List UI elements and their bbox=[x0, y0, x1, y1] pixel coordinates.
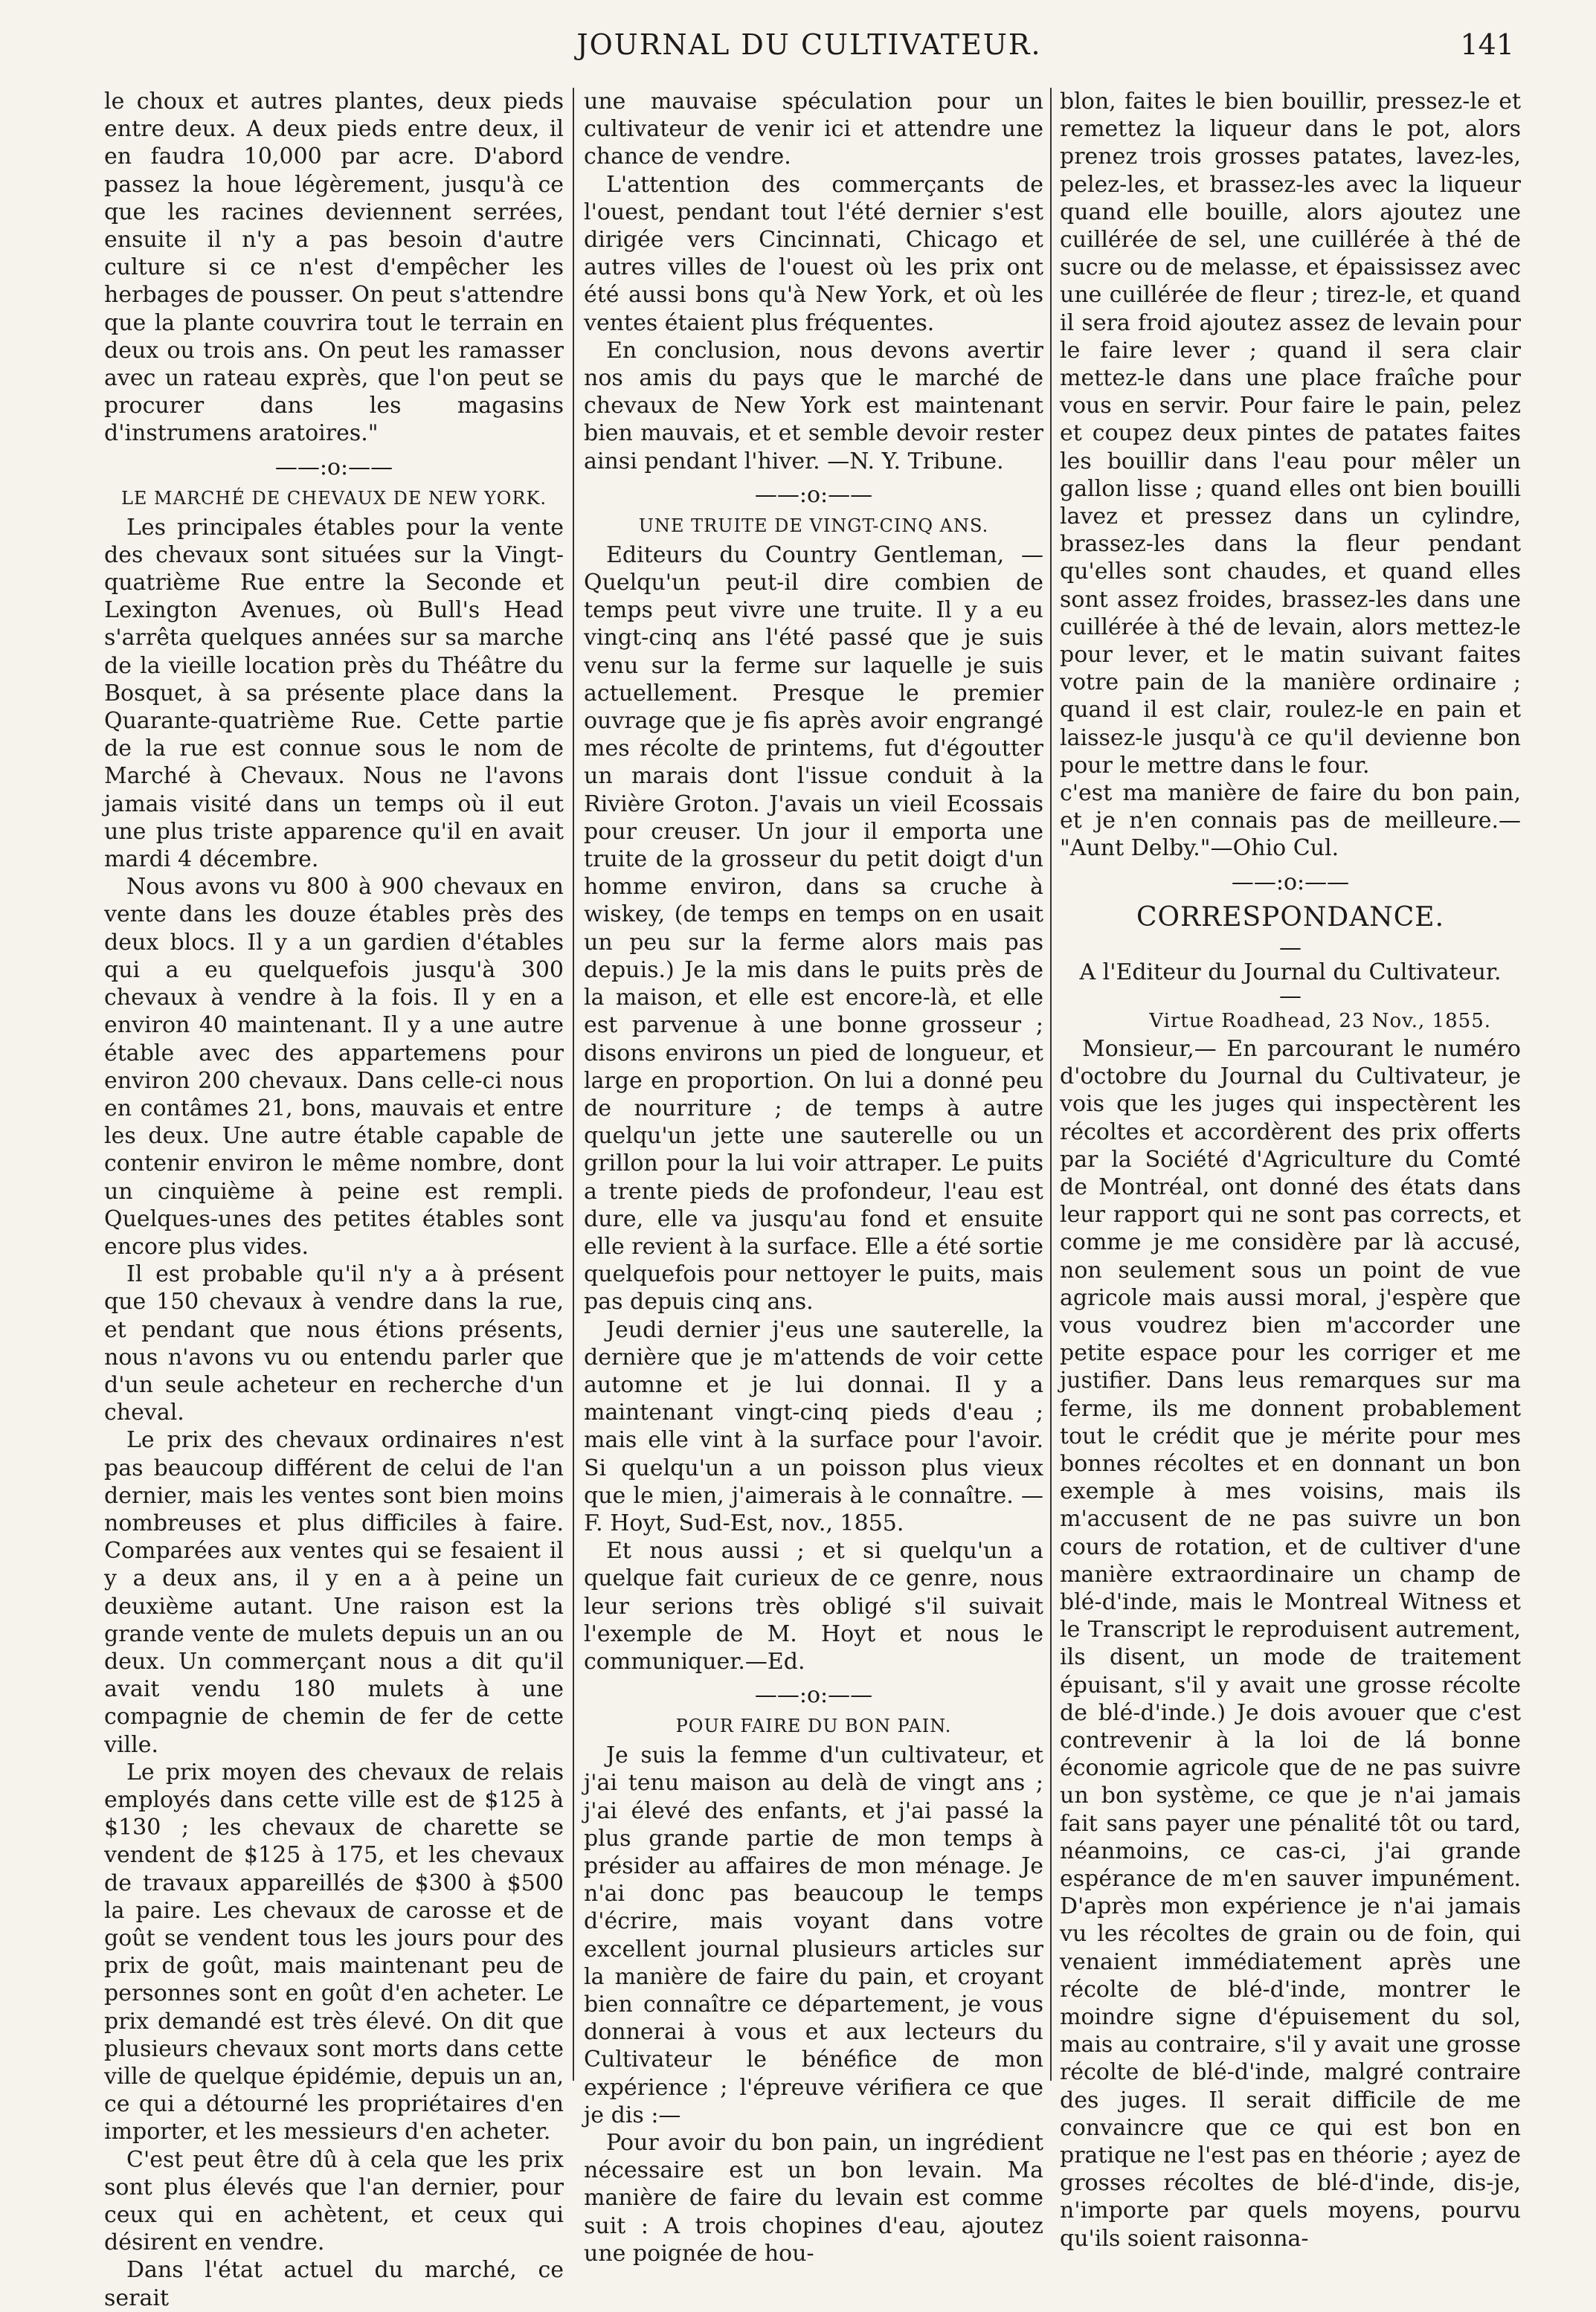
article-heading: POUR FAIRE DU BON PAIN. bbox=[675, 1716, 952, 1737]
column-2 bbox=[584, 88, 1043, 2267]
page-header bbox=[104, 28, 1514, 73]
paragraph: Et nous aussi ; et si quelqu'un a quelque fait curieux de ce genre, nous leur serions très obligé s'il suivait l'exemple de M. Hoyt et nous le communiquer.—Ed. bbox=[584, 1538, 1043, 1675]
column-3 bbox=[1060, 88, 1521, 2252]
paragraph: Je suis la femme d'un cultivateur, et j'ai tenu maison au delà de vingt ans ; j'ai élevé des enfants, et j'ai passé la plus grande partie de mon temps à présider au affaires de mon ménage. Je n'ai donc pas beaucoup le temps d'écrire, mais voyant dans votre excellent journal plusieurs articles sur la manière de faire du pain, et croyant bien connaître ce département, je vous donnerai à vous et aux lecteurs du Cultivateur le bénéfice de mon expérience ; l'épreuve vérifiera ce que je dis :— bbox=[584, 1742, 1043, 2128]
paragraph: En conclusion, nous devons avertir nos amis du pays que le marché de chevaux de New York est maintenant bien mauvais, et et semble devoir rester ainsi pendant l'hiver. —N. Y. Tribune. bbox=[584, 337, 1043, 474]
paragraph: Jeudi dernier j'eus une sauterelle, la dernière que je m'attends de voir cette automne et je lui donnai. Il y a maintenant vingt-cinq pieds d'eau ; mais elle vint à la surface pour l'avoir. Si quelqu'un a un poisson plus vieux que le mien, j'aimerais à le connaître. —F. Hoyt, Sud-Est, nov., 1855. bbox=[584, 1316, 1043, 1536]
paragraph: blon, faites le bien bouillir, pressez-le et remettez la liqueur dans le pot, alors prenez trois grosses patates, lavez-les, pelez-les, et brassez-les avec la liqueur quand elle bouille, alors ajoutez une cuillérée de sel, une cuillérée à thé de sucre ou de melasse, et épaississez avec une cuillérée de fleur ; tirez-le, et quand il sera froid ajoutez assez de levain pour le faire lever ; quand il sera clair mettez-le dans une place fraîche pour vous en servir. Pour faire le pain, pelez et coupez deux pintes de patates faites les bouillir dans l'eau pour mêler un gallon lisse ; quand elles ont bien bouilli lavez et pressez dans un cylindre, brassez-les dans la fleur pendant qu'elles sont chaudes, et quand elles sont assez froides, brassez-les dans une cuillérée à thé de levain, alors mettez-le pour lever, et le matin suivant faites votre pain de la manière ordinaire ; quand il est clair, roulez-le en pain et laissez-le jusqu'à ce qu'il devienne bon pour le mettre dans le four. bbox=[1060, 88, 1521, 779]
salutation-line: A l'Editeur du Journal du Cultivateur. bbox=[1079, 959, 1502, 985]
paragraph: une mauvaise spéculation pour un cultivateur de venir ici et attendre une chance de vendre. bbox=[584, 88, 1043, 170]
section-heading: CORRESPONDANCE. bbox=[1136, 901, 1445, 933]
letter-dateline: Virtue Roadhead, 23 Nov., 1855. bbox=[1149, 1009, 1491, 1032]
page-number: 141 bbox=[1460, 28, 1514, 61]
paragraph: C'est peut être dû à cela que les prix sont plus élevés que l'an dernier, pour ceux qui en achètent, et ceux qui désirent en vendre. bbox=[104, 2146, 564, 2256]
paragraph: le choux et autres plantes, deux pieds entre deux. A deux pieds entre deux, il en faudra 10,000 par acre. D'abord passez la houe légèrement, jusqu'à ce que les racines deviennent serrées, ensuite il n'y a pas besoin d'autre culture si ce n'est d'empêcher les herbages de pousser. On peut s'attendre que la plante couvrira tout le terrain en deux ou trois ans. On peut les ramasser avec un rateau exprès, que l'on peut se procurer dans les magasins d'instrumens aratoires." bbox=[104, 88, 564, 447]
paragraph: L'attention des commerçants de l'ouest, pendant tout l'été dernier s'est dirigée vers Cincinnati, Chicago et autres villes de l'ouest où les prix ont été aussi bons qu'à New York, et où les ventes étaient plus fréquentes. bbox=[584, 171, 1043, 336]
paragraph: Monsieur,— En parcourant le numéro d'octobre du Journal du Cultivateur, je vois que les juges qui inspectèrent les récoltes et accordèrent des prix offerts par la Société d'Agriculture du Comté de Montréal, ont donné des états dans leur rapport qui ne sont pas corrects, et comme je me considère par là accusé, non seulement sous un point de vue agricole mais aussi moral, j'espère que vous voudrez bien m'accorder une petite espace pour les corriger et me justifier. Dans leus remarques sur ma ferme, ils me donnent probablement tout le crédit que je mérite pour mes bonnes récoltes et en donnant un bon exemple à mes voisins, mais ils m'accusent de ne pas suivre un bon cours de rotation, et de cultiver d'une manière extraordinaire un champ de blé-d'inde, mais le Montreal Witness et le Transcript le reproduisent autrement, ils disent, un mode de traitement épuisant, s'il y avait une grosse récolte de blé-d'inde.) Je dois avouer que c'est contrevenir à la loi de lá bonne économie agricole que de ne pas suivre un bon système, ce que je n'ai jamais fait sans payer une pénalité tôt ou tard, néanmoins, ce cas-ci, j'ai grande espérance de m'en sauver impunément. D'après mon expérience je n'ai jamais vu les récoltes de grain ou de foin, qui venaient immédiatement après une récolte de blé-d'inde, montrer le moindre signe d'épuisement du sol, mais au contraire, s'il y avait une grosse récolte de blé-d'inde, malgré contraire des juges. Il serait difficile de me convaincre que ce qui est bon en pratique ne l'est pas en théorie ; ayez de grosses récoltes de blé-d'inde, dis-je, n'importe par quels moyens, pourvu qu'ils soient raisonna- bbox=[1060, 1035, 1521, 2252]
column-1 bbox=[104, 88, 564, 2311]
paragraph: Le prix moyen des chevaux de relais employés dans cette ville est de $125 à $130 ; les chevaux de charette se vendent de $125 à 175, et les chevaux de travaux appareillés de $300 à $500 la paire. Les chevaux de carosse et de goût se vendent tous les jours pour des prix de goût, mais maintenant peu de personnes sont en goût d'en acheter. Le prix demandé est très élevé. On dit que plusieurs chevaux sont morts dans cette ville de quelque épidémie, depuis un an, ce qui a détourné les propriétaires d'en importer, et les messieurs d'en acheter. bbox=[104, 1759, 564, 2145]
section-divider: ——:o:—— bbox=[754, 481, 873, 508]
section-divider: ——:o:—— bbox=[754, 1682, 873, 1709]
paragraph: Le prix des chevaux ordinaires n'est pas beaucoup différent de celui de l'an dernier, mais les ventes sont bien moins nombreuses et plus difficiles à faire. Comparées aux ventes qui se fesaient il y a deux ans, il y en a à peine un deuxième autant. Une raison est la grande vente de mulets depuis un an ou deux. Un commerçant nous a dit qu'il avait vendu 180 mulets à une compagnie de chemin de fer de cette ville. bbox=[104, 1427, 564, 1758]
column-rule bbox=[573, 88, 574, 2081]
paragraph: Dans l'état actuel du marché, ce serait bbox=[104, 2257, 564, 2311]
article-heading: LE MARCHÉ DE CHEVAUX DE NEW YORK. bbox=[120, 487, 547, 509]
paragraph: Editeurs du Country Gentleman, — Quelqu'un peut-il dire combien de temps peut vivre une truite. Il y a eu vingt-cinq ans l'été passé que je suis venu sur la ferme sur laquelle je suis actuellement. Presque le premier ouvrage que je fis après avoir engrangé mes récolte de printems, fut d'égoutter un marais dont l'issue conduit à la Rivière Groton. J'avais un vieil Ecossais pour creuser. Un jour il emporta une truite de la grosseur du petit doigt d'un homme environ, dans sa cruche à wiskey, (de temps en temps on en usait un peu sur la ferme alors mais pas depuis.) Je la mis dans le puits près de la maison, et elle est encore-là, et elle est parvenue à une bonne grosseur ; disons environs un pied de longueur, et large en proportion. On lui a donné peu de nourriture ; de temps à autre quelqu'un jette une sauterelle ou un grillon pour la lui voir attraper. Le puits a trente pieds de profondeur, l'eau est dure, elle va jusqu'au fond et ensuite elle revient à la surface. Elle a été sortie quelquefois pour nettoyer le puits, mais pas depuis cinq ans. bbox=[584, 541, 1043, 1316]
paragraph: Les principales étables pour la vente des chevaux sont situées sur la Vingt-quatrième Rue entre la Seconde et Lexington Avenues, où Bull's Head s'arrêta quelques années sur sa marche de la vieille location près du Théâtre du Bosquet, à sa présente place dans la Quarante-quatrième Rue. Cette partie de la rue est connue sous le nom de Marché à Chevaux. Nous ne l'avons jamais visité dans un temps où il eut une plus triste apparence qu'il en avait mardi 4 décembre. bbox=[104, 514, 564, 873]
section-divider: ——:o:—— bbox=[1231, 869, 1350, 895]
paragraph: Pour avoir du bon pain, un ingrédient nécessaire est un bon levain. Ma manière de faire du levain est comme suit : A trois chopines d'eau, ajoutez une poignée de hou- bbox=[584, 2130, 1043, 2267]
short-rule: — bbox=[1279, 934, 1301, 961]
column-rule bbox=[1050, 88, 1052, 2081]
paragraph: Nous avons vu 800 à 900 chevaux en vente dans les douze étables près des deux blocs. Il y a un gardien d'étables qui a eu quelquefois jusqu'à 300 chevaux à vendre à la fois. Il y en a environ 40 maintenant. Il y a une autre étable avec des appartemens pour environ 200 chevaux. Dans celle-ci nous en contâmes 21, bons, mauvais et entre les deux. Une autre étable capable de contenir environ le même nombre, dont un cinquième à peine est rempli. Quelques-unes des petites étables sont encore plus vides. bbox=[104, 874, 564, 1260]
paragraph: Il est probable qu'il n'y a à présent que 150 chevaux à vendre dans la rue, et pendant que nous étions présents, nous n'avons vu ou entendu parler que d'un seule acheteur en recherche d'un cheval. bbox=[104, 1261, 564, 1426]
short-rule: — bbox=[1279, 982, 1301, 1009]
section-divider: ——:o:—— bbox=[274, 454, 393, 480]
running-title: JOURNAL DU CULTIVATEUR. bbox=[576, 28, 1042, 61]
article-heading: UNE TRUITE DE VINGT-CINQ ANS. bbox=[638, 515, 989, 536]
paragraph: c'est ma manière de faire du bon pain, et je n'en connais pas de meilleure.— "Aunt Delby."—Ohio Cul. bbox=[1060, 780, 1521, 862]
